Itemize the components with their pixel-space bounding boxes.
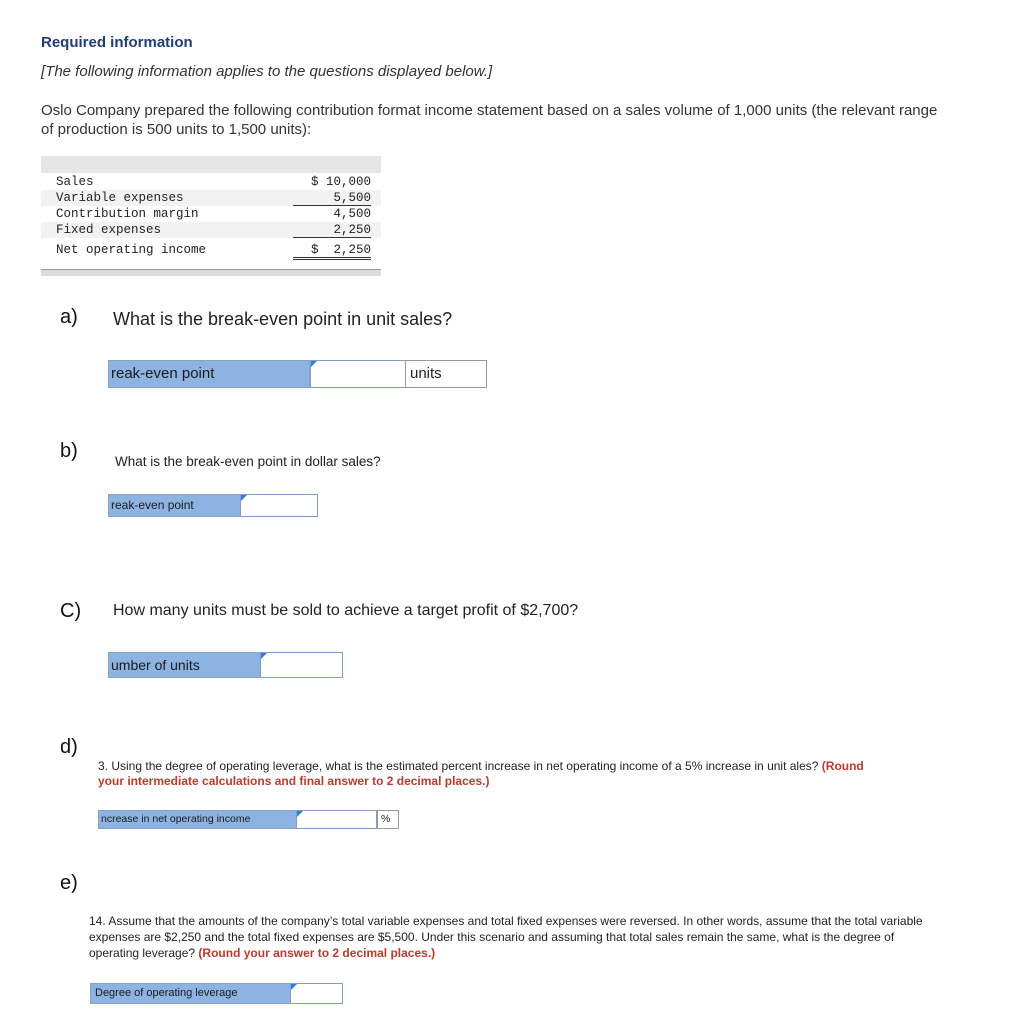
question-c-text: How many units must be sold to achieve a target profit of $2,700?	[113, 602, 579, 619]
question-a-letter: a)	[60, 306, 78, 328]
row-label: Fixed expenses	[56, 223, 162, 237]
operating-leverage-input[interactable]	[290, 983, 343, 1004]
row-value: 2,250	[293, 223, 371, 238]
income-statement-table	[41, 156, 381, 276]
table-footer-bar	[41, 269, 381, 276]
row-label: Variable expenses	[56, 191, 184, 205]
intro-paragraph: Oslo Company prepared the following contribution format income statement based on a sales volume of 1,000 units (the relevant range of production is 500 units to 1,500 units):	[41, 102, 938, 138]
target-profit-units-input[interactable]	[260, 652, 343, 678]
break-even-units-input[interactable]	[310, 360, 406, 388]
question-d-hint: (Round your intermediate calculations and final answer to 2 decimal places.)	[98, 759, 864, 788]
table-row-sales	[41, 174, 381, 190]
table-row-variable-expenses	[41, 190, 381, 206]
question-e-text	[89, 913, 929, 961]
percent-sign: %	[377, 810, 399, 829]
question-e-body: 14. Assume that the amounts of the company’s total variable expenses and total fixed expenses were reversed. In other words, assume that the total variable expenses are $2,250 and the total fixed expenses are $5,500. Under this scenario and assuming that total sales remain the same, what is the degree of operating leverage?	[89, 914, 923, 960]
row-value: 4,500	[333, 207, 371, 221]
question-b-letter: b)	[60, 440, 78, 462]
row-label: Net operating income	[56, 243, 207, 257]
row-value: $ 2,250	[293, 243, 371, 260]
row-value: $ 10,000	[310, 175, 371, 189]
question-c-letter: C)	[60, 600, 82, 622]
table-row-contribution-margin	[41, 206, 381, 222]
question-a-text: What is the break-even point in unit sales?	[113, 309, 453, 329]
percent-increase-input[interactable]	[296, 810, 377, 829]
target-profit-units-label: umber of units	[108, 652, 261, 678]
required-information-heading: Required information	[41, 34, 193, 51]
break-even-dollars-label: reak-even point	[108, 494, 241, 517]
table-row-net-operating-income	[41, 242, 381, 258]
row-label: Contribution margin	[56, 207, 199, 221]
table-row-fixed-expenses	[41, 222, 381, 238]
row-value: 5,500	[293, 191, 371, 206]
break-even-dollars-input[interactable]	[240, 494, 318, 517]
percent-increase-label: ncrease in net operating income	[98, 810, 297, 829]
row-label: Sales	[56, 175, 94, 189]
question-d-letter: d)	[60, 736, 78, 758]
question-e-letter: e)	[60, 872, 78, 894]
units-label: units	[405, 360, 487, 388]
info-note: [The following information applies to the questions displayed below.]	[41, 63, 493, 80]
operating-leverage-label: Degree of operating leverage	[90, 983, 291, 1004]
question-d-text	[98, 759, 878, 789]
break-even-units-label: reak-even point	[108, 360, 310, 388]
question-b-text: What is the break-even point in dollar sales?	[115, 454, 381, 469]
table-header-bar	[41, 156, 381, 173]
question-e-hint: (Round your answer to 2 decimal places.)	[198, 946, 436, 960]
question-d-body: 3. Using the degree of operating leverage, what is the estimated percent increase in net operating income of a 5% increase in unit ales?	[98, 759, 819, 773]
